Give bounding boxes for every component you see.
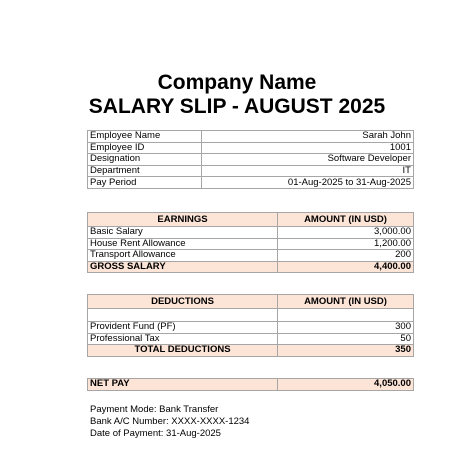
earning-amount: 200 <box>278 250 414 262</box>
field-value: 1001 <box>202 142 414 154</box>
employee-name-row <box>88 131 414 143</box>
blank-cell <box>278 309 414 322</box>
field-value: IT <box>202 165 414 177</box>
gross-salary-row <box>88 261 414 273</box>
field-label: Designation <box>88 154 202 166</box>
deductions-row <box>88 333 414 345</box>
total-deductions-amount: 350 <box>278 345 414 357</box>
field-label: Department <box>88 165 202 177</box>
deductions-table <box>87 294 414 357</box>
gross-salary-label: GROSS SALARY <box>88 261 278 273</box>
field-value: Software Developer <box>202 154 414 166</box>
earnings-row <box>88 250 414 262</box>
deduction-amount: 300 <box>278 322 414 334</box>
amount-header: AMOUNT (IN USD) <box>278 295 414 309</box>
deductions-row <box>88 322 414 334</box>
employee-info-table <box>87 130 414 189</box>
earnings-header-row <box>88 213 414 227</box>
company-name: Company Name <box>157 71 317 94</box>
deduction-label: Professional Tax <box>88 333 278 345</box>
net-pay-label: NET PAY <box>88 379 278 391</box>
deduction-amount: 50 <box>278 333 414 345</box>
slip-title: SALARY SLIP - AUGUST 2025 <box>88 95 386 118</box>
net-pay-table <box>87 378 414 391</box>
payment-mode: Payment Mode: Bank Transfer <box>90 404 219 415</box>
pay-period-row <box>88 177 414 189</box>
payment-date: Date of Payment: 31-Aug-2025 <box>90 428 221 439</box>
earnings-header: EARNINGS <box>88 213 278 227</box>
designation-row <box>88 154 414 166</box>
net-pay-amount: 4,050.00 <box>278 379 414 391</box>
earning-amount: 1,200.00 <box>278 238 414 250</box>
earning-label: Basic Salary <box>88 227 278 239</box>
field-label: Employee Name <box>88 131 202 143</box>
earning-label: Transport Allowance <box>88 250 278 262</box>
amount-header: AMOUNT (IN USD) <box>278 213 414 227</box>
field-value: Sarah John <box>202 131 414 143</box>
deductions-header: DEDUCTIONS <box>88 295 278 309</box>
earnings-row <box>88 227 414 239</box>
deductions-header-row <box>88 295 414 309</box>
employee-id-row <box>88 142 414 154</box>
field-label: Employee ID <box>88 142 202 154</box>
department-row <box>88 165 414 177</box>
earning-label: House Rent Allowance <box>88 238 278 250</box>
bank-account-number: Bank A/C Number: XXXX-XXXX-1234 <box>90 416 250 427</box>
blank-cell <box>88 309 278 322</box>
field-value: 01-Aug-2025 to 31-Aug-2025 <box>202 177 414 189</box>
net-pay-row <box>88 379 414 391</box>
gross-salary-amount: 4,400.00 <box>278 261 414 273</box>
earning-amount: 3,000.00 <box>278 227 414 239</box>
total-deductions-label: TOTAL DEDUCTIONS <box>88 345 278 357</box>
earnings-table <box>87 212 414 273</box>
deduction-label: Provident Fund (PF) <box>88 322 278 334</box>
payment-details <box>90 404 249 440</box>
total-deductions-row <box>88 345 414 357</box>
field-label: Pay Period <box>88 177 202 189</box>
earnings-row <box>88 238 414 250</box>
blank-row <box>88 309 414 322</box>
